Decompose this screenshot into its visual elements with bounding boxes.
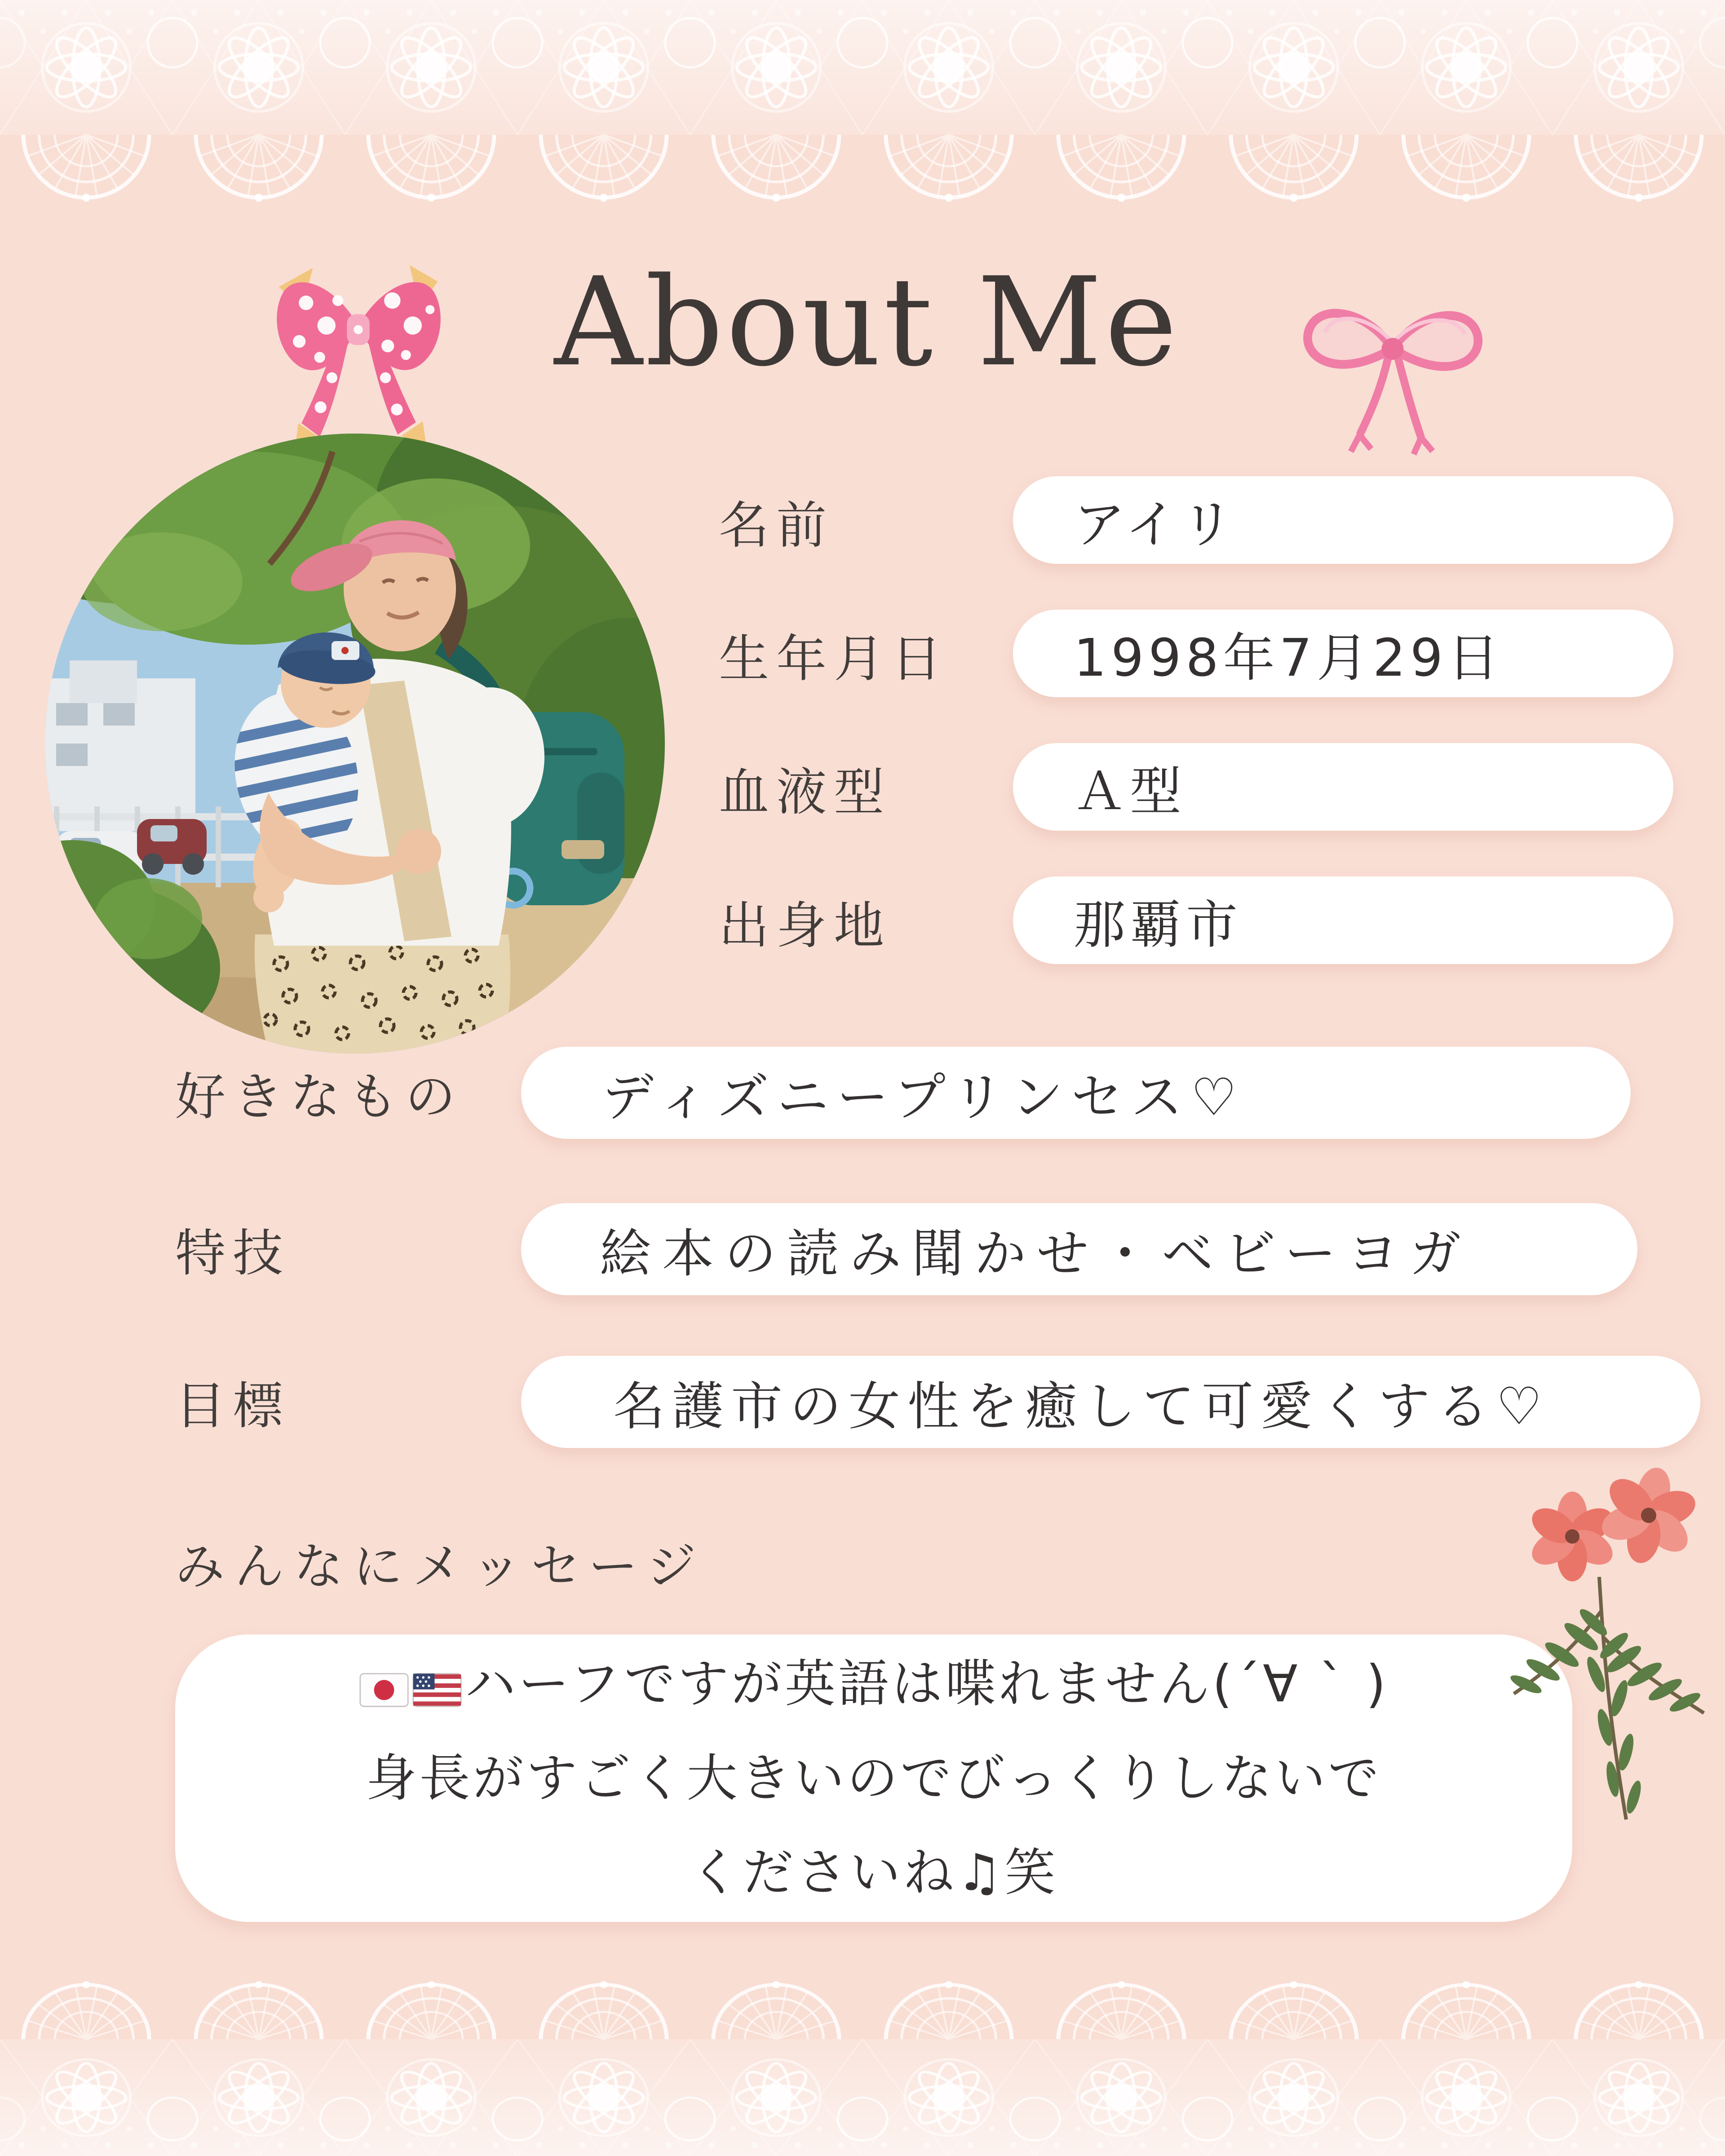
message-label: みんなにメッセージ (175, 1538, 706, 1595)
us-flag-icon (412, 1670, 462, 1708)
field-label-hometown: 出身地 (719, 896, 891, 955)
field-label-favorites: 好きなもの (175, 1068, 463, 1126)
photo-illustration (45, 434, 665, 1054)
lace-border-top-icon (0, 0, 1725, 202)
field-value-favorites: ディズニープリンセス♡ (521, 1047, 1631, 1139)
field-value-hometown: 那覇市 (1013, 877, 1673, 964)
page-title: About Me (554, 252, 1180, 394)
message-line-1: ハーフですが英語は喋れません(´∀ ` ) (359, 1637, 1389, 1731)
flower-sprig-icon (1489, 1462, 1721, 1824)
field-label-goal: 目標 (175, 1377, 290, 1435)
japan-flag-icon (359, 1670, 409, 1708)
field-label-skills: 特技 (175, 1224, 290, 1283)
ribbon-bow-icon (1280, 263, 1505, 456)
field-value-blood-type: Ａ型 (1013, 743, 1673, 831)
message-line-2: 身長がすごく大きいのでびっくりしないで (366, 1749, 1382, 1808)
polka-dot-bow-icon (252, 227, 465, 460)
field-value-name: アイリ (1013, 476, 1673, 564)
field-label-birthdate: 生年月日 (719, 629, 949, 688)
lace-border-bottom-icon (0, 1981, 1725, 2156)
field-value-birthdate: 1998年7月29日 (1013, 610, 1673, 697)
field-value-goal: 名護市の女性を癒して可愛くする♡ (521, 1356, 1700, 1448)
message-line-3: くださいね♫笑 (689, 1843, 1058, 1902)
field-label-name: 名前 (719, 496, 834, 555)
message-box (175, 1634, 1572, 1922)
profile-photo (45, 434, 665, 1054)
field-value-skills: 絵本の読み聞かせ・ベビーヨガ (521, 1203, 1637, 1295)
field-label-blood-type: 血液型 (719, 763, 891, 822)
